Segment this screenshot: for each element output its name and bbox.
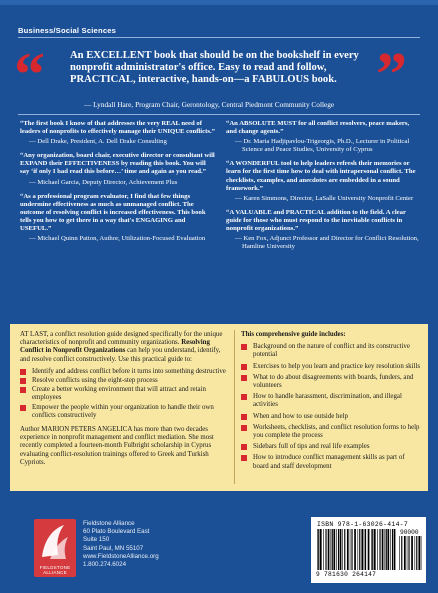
blurbs-left-column [20,120,215,249]
author-bio: Author MARION PETERS ANGELICA has more than two decades experience in nonprofit management and conflict mediation. She most recently completed a fourteen-month Fulbright scholarship in Cyprus evaluating conflict-resolution trainings offered to Greek and Turkish Cypriots. [20,426,214,466]
top-band [0,0,438,5]
blurb [20,120,215,146]
red-square-bullet-icon [20,378,26,384]
barcode-bar [411,536,413,570]
barcode-bar [347,529,349,570]
list-item-text: Exercises to help you learn and practice key resolution skills [253,362,421,370]
open-quote-icon: “ [14,41,45,109]
red-square-bullet-icon [241,394,247,400]
category-label: Business/Social Sciences [18,26,117,35]
list-item-text: Sidebars full of tips and real life examples [253,443,370,451]
lead-quote: An EXCELLENT book that should be on the bookshelf in every nonprofit administrator's office. Easy to read and follow, PRACTICAL, interactive, hands-on—a FABULOUS book. [70,50,359,86]
barcode-bar [392,529,393,570]
blurb [226,209,421,251]
blurb [226,120,421,154]
list-item-text: When and how to use outside help [253,412,348,420]
close-quote-icon: ” [376,41,407,109]
price-code: 90000 [400,529,419,536]
list-item [241,443,421,451]
list-item [241,413,421,421]
barcode-bar [317,529,318,570]
list-item-text: Resolve conflicts using the eight-step process [32,377,158,385]
panel-right [241,331,421,474]
list-item [241,424,421,440]
blurb-attribution: — Karen Simmons, Director, LaSalle University Nonprofit Center [235,194,414,202]
blurb [20,152,215,186]
barcode-bar [351,529,352,570]
blurb-attribution: — Ken Fox, Adjunct Professor and Director for Conflict Resolution, Hamline University [235,235,419,251]
barcode-bar [364,529,365,570]
barcode-bar [399,536,400,570]
blurbs-right-column [226,120,421,257]
publisher-block [34,519,274,579]
barcode-bar [331,529,332,570]
red-square-bullet-icon [20,369,26,375]
mid-rule [18,114,420,115]
red-square-bullet-icon [241,414,247,420]
list-item-text: Create a better working environment that will attract and retain employees [32,386,206,402]
isbn-text: ISBN 978-1-63026-414-7 [317,521,408,528]
blurb [226,160,421,202]
benefit-list [20,368,226,420]
blurb-attribution: — Michael Quinn Patton, Author, Utilization-Focused Evaluation [29,235,206,243]
list-item-text: How to introduce conflict management skills as part of board and staff development [253,454,405,470]
list-item-text: Background on the nature of conflict and its constructive potential [253,343,410,359]
barcode-bar [371,529,372,570]
barcode-bar [421,536,422,570]
barcode-box [311,517,426,583]
blurb-text: “A WONDERFUL tool to help leaders refresh their memories or learn for the first time how to deal with intrapersonal conflict. The checklists, examples, and anecdotes are embedded in a sound framework.” [226,160,416,192]
barcode-bar [408,536,409,570]
barcode-bar [390,529,391,570]
list-item-text: Empower the people within your organization to handle their own conflicts constructively [32,403,214,419]
barcode-bar [385,529,386,570]
blurb-text: “As a professional program evaluator, I find that few things undermine effectiveness as much as unmanaged conflict. The outcome of resolving conflict is increased effectiveness. This book tells you how to get there in a way that's ENGAGING and USEFUL.” [20,192,206,233]
list-item-text: Worksheets, checklists, and conflict resolution forms to help you complete the process [253,423,420,440]
barcode-bar [328,529,330,570]
barcode-bar [374,529,376,570]
barcode-bar [394,529,396,570]
barcode-bar [333,529,335,570]
red-square-bullet-icon [241,364,247,370]
barcode-bar [359,529,360,570]
top-rule [18,37,420,38]
publisher-city: Saint Paul, MN 55107 [83,544,144,552]
publisher-phone: 1.800.274.6024 [83,561,127,569]
barcode-bar [354,529,356,570]
barcode-bar [368,529,370,570]
blurb-attribution: — Michael Garcia, Deputy Director, Achievement Plus [29,178,178,186]
barcode-bar [386,529,387,570]
red-square-bullet-icon [20,387,26,393]
red-square-bullet-icon [20,405,26,411]
barcode-bar [377,529,378,570]
list-item-text: How to handle harassment, discrimination, and illegal activities [253,393,402,409]
barcode-bar [325,529,326,570]
ean-text: 9 781630 264147 [316,571,377,578]
barcode-addon-icon [399,536,422,570]
intro-lead: AT LAST, a conflict resolution guide designed specifically for the unique characteristics of nonprofit and community organizations. [20,331,223,347]
barcode-bar [340,529,342,570]
barcode-bar [320,529,322,570]
panel-intro [20,331,226,364]
list-item [20,404,226,420]
barcode-bar [336,529,337,570]
guide-includes-heading: This comprehensive guide includes: [241,331,346,338]
blurb-text: “An ABSOLUTE MUST for all conflict resolvers, peace makers, and change agents.” [226,120,410,136]
lead-attribution: — Lyndall Hare, Program Chair, Gerontology, Central Piedmont Community College [84,100,335,109]
list-item [20,368,226,376]
red-square-bullet-icon [241,455,247,461]
publisher-info [83,520,159,569]
barcode-bar [323,529,324,570]
barcode-bar [350,529,351,570]
red-square-bullet-icon [241,344,247,350]
barcode-bar [382,529,384,570]
book-title: Resolving Conflict in Nonprofit Organizations [20,339,210,355]
logo-mark-icon [34,519,76,565]
list-item [241,374,421,390]
barcode-bar [318,529,319,570]
logo-label: FIELDSTONE ALLIANCE [39,565,71,575]
red-square-bullet-icon [241,444,247,450]
barcode-bar [379,529,380,570]
barcode-bar [372,529,373,570]
blurb-attribution: — Dell Drake, President, A. Dell Drake Consulting [29,138,167,146]
barcode-bar [387,529,389,570]
barcode-bar [365,529,366,570]
barcode-bar [361,529,363,570]
barcode-bar [418,536,420,570]
blurb [20,193,215,244]
barcode-bar [344,529,345,570]
list-item-text: What to do about disagreements with boards, funders, and volunteers [253,373,414,390]
panel-divider [234,330,235,484]
blurb-attribution: — Dr. Maria Hadjipavlou-Trigeorgis, Ph.D., Lecturer in Political Science and Peace Studies, University of Cyprus [235,138,410,154]
intro-rest: can help you understand, identify, and resolve conflict constructively. Use this practical guide to: [20,347,221,363]
panel-left [20,331,226,467]
publisher-website: www.FieldstoneAlliance.org [83,552,159,560]
list-item-text: Identify and address conflict before it turns into something destructive [32,367,226,375]
publisher-name: Fieldstone Alliance [83,520,135,527]
list-item [241,393,421,409]
barcode-bar [358,529,359,570]
barcode-bar [404,536,406,570]
red-square-bullet-icon [241,375,247,381]
list-item [241,363,421,371]
barcode-bar [332,529,333,570]
barcode-bar [401,536,402,570]
publisher-suite: Suite 150 [83,536,110,544]
includes-list [241,343,421,471]
list-item [20,377,226,385]
blurb-text: “The first book I know of that addresses the very REAL need of leaders of nonprofits to effectively manage their UNIQUE conflicts.” [20,120,215,136]
red-square-bullet-icon [241,425,247,431]
blurb-text: “A VALUABLE and PRACTICAL addition to the field. A clear guide for those who must respond to the inevitable conflicts in nonprofit organizations.” [226,208,406,233]
list-item [20,386,226,402]
barcode-bar [338,529,339,570]
description-panel [10,324,428,491]
barcode-bar [416,536,417,570]
barcode-bar [415,536,416,570]
blurb-text: “Any organization, board chair, executive director or consultant will EXPAND their EFFECTIVENESS by reading this book. You will say ‘if only I had read this before…’ time and again as you read.” [20,152,215,176]
fieldstone-logo [34,519,76,577]
barcode-main-icon [317,529,396,570]
barcode-bar [407,536,408,570]
list-item [241,454,421,470]
publisher-street: 60 Plato Boulevard East [83,528,150,536]
list-item [241,343,421,359]
barcode-bar [342,529,343,570]
